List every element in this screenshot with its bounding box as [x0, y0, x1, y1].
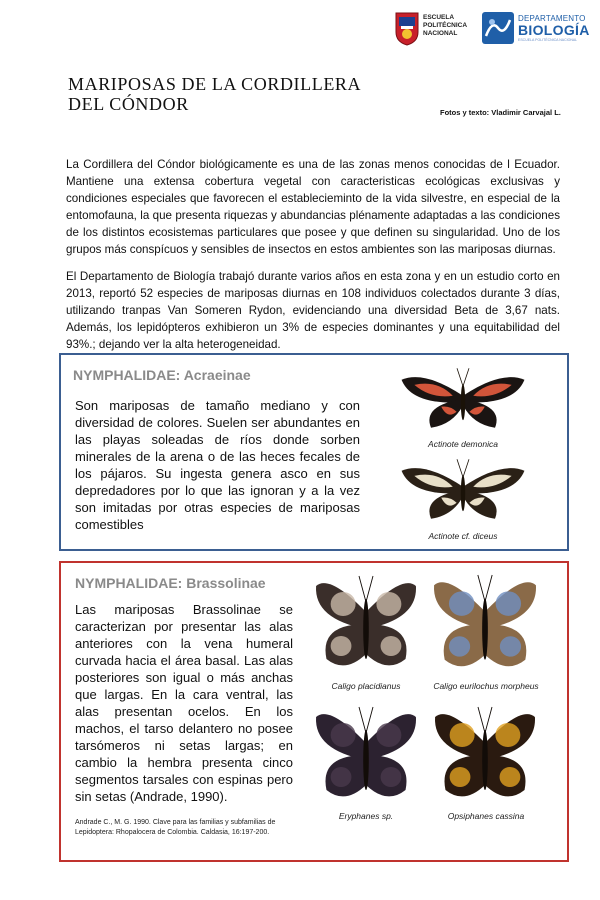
butterfly-photo [314, 573, 418, 675]
section-brassolinae [59, 561, 569, 862]
section-text: Las mariposas Brassolinae se caracterizan por presentar las alas anteriores con la vena humeral curvada hacia el área basal. Las alas posteriores son igual o más anchas que largas. En la cara ventral, las alas presentan ocelos. En los machos, el tarso delantero no posee tarsómeros ni setas largas; en cambio la hembra presenta cinco segmentos tarsales con espinas pero sin setas (Andrade, 1990). [75, 602, 293, 804]
intro-paragraph: El Departamento de Biología trabajó durante varios años en esta zona y en un estudio corto en 2013, reportó 52 especies de mariposas diurnas en 108 individuos colectados durante 3 días, utilizando tranpas Van Someren Rydon, evidenciando una diversidad Beta de 3,67 nats. Además, los lepidópteros exhibieron un 3% de especies dominantes y una equitabilidad del 93%.; dejando ver la alta heterogeneidad. [66, 270, 560, 351]
intro-paragraph: La Cordillera del Cóndor biológicamente es una de las zonas menos conocidas de l Ecuador. Mantiene una extensa cobertura vegetal con caracteristicas ecológicas exclusivas y condiciones especiales que favorecen el establecieminto de la vida silvestre, en especial de la entomofauna, la que presenta riquezas y abundancias plénamente adaptadas a las condiciones de los distintos ecosistemas particulares que posee y que definen su singularidad. Uno de los grupos más conspícuos y sensibles de insectos en estos ambientes son las mariposas diurnas. [66, 158, 560, 256]
photo-credit: Fotos y texto: Vladimir Carvajal L. [440, 108, 561, 117]
title-line-2: DEL CÓNDOR [68, 94, 189, 114]
section-title: NYMPHALIDAE: Brassolinae [75, 575, 266, 591]
biology-department-logo [482, 10, 592, 48]
species-caption: Caligo placidianus [331, 681, 401, 691]
section-text: Son mariposas de tamaño mediano y con diversidad de colores. Suelen ser abundantes en las playas soleadas de ríos donde sorben minerales de la arena o de las heces fecales de los pájaros. Su ingesta genera asco en sus depredadores por lo que las ignoran y a la vez son imitadas por otras especies de mariposas comestibles [75, 398, 360, 532]
epn-logo [395, 10, 475, 48]
butterfly-photo [399, 457, 527, 523]
bio-line2: BIOLOGÍA [518, 22, 590, 38]
epn-name: ESCUELA POLITÉCNICA NACIONAL [423, 14, 468, 37]
species-caption: Eryphanes sp. [338, 811, 394, 821]
butterfly-photo [399, 367, 527, 431]
butterfly-photo [429, 705, 541, 805]
bio-line3: ESCUELA POLITÉCNICA NACIONAL [518, 38, 578, 42]
epn-shield-icon [395, 12, 419, 46]
section-acraeinae [59, 353, 569, 551]
bio-line1: DEPARTAMENTO [518, 14, 586, 23]
species-caption: Caligo eurilochus morpheus [433, 681, 539, 691]
section-title: NYMPHALIDAE: Acraeinae [73, 367, 251, 383]
title-line-1: MARIPOSAS DE LA CORDILLERA [68, 74, 362, 94]
butterfly-photo [314, 705, 418, 805]
butterfly-photo [431, 573, 539, 675]
species-caption: Actinote demonica [428, 439, 498, 449]
bio-dept-icon [482, 12, 514, 44]
page-title [68, 74, 388, 114]
reference-citation: Andrade C., M. G. 1990. Clave para las familias y subfamilias de Lepidoptera: Rhopalocera de Colombia. Caldasia, 16:197-200. [75, 819, 276, 836]
species-caption: Opsiphanes cassina [447, 811, 525, 821]
species-caption: Actinote cf. diceus [428, 531, 498, 541]
